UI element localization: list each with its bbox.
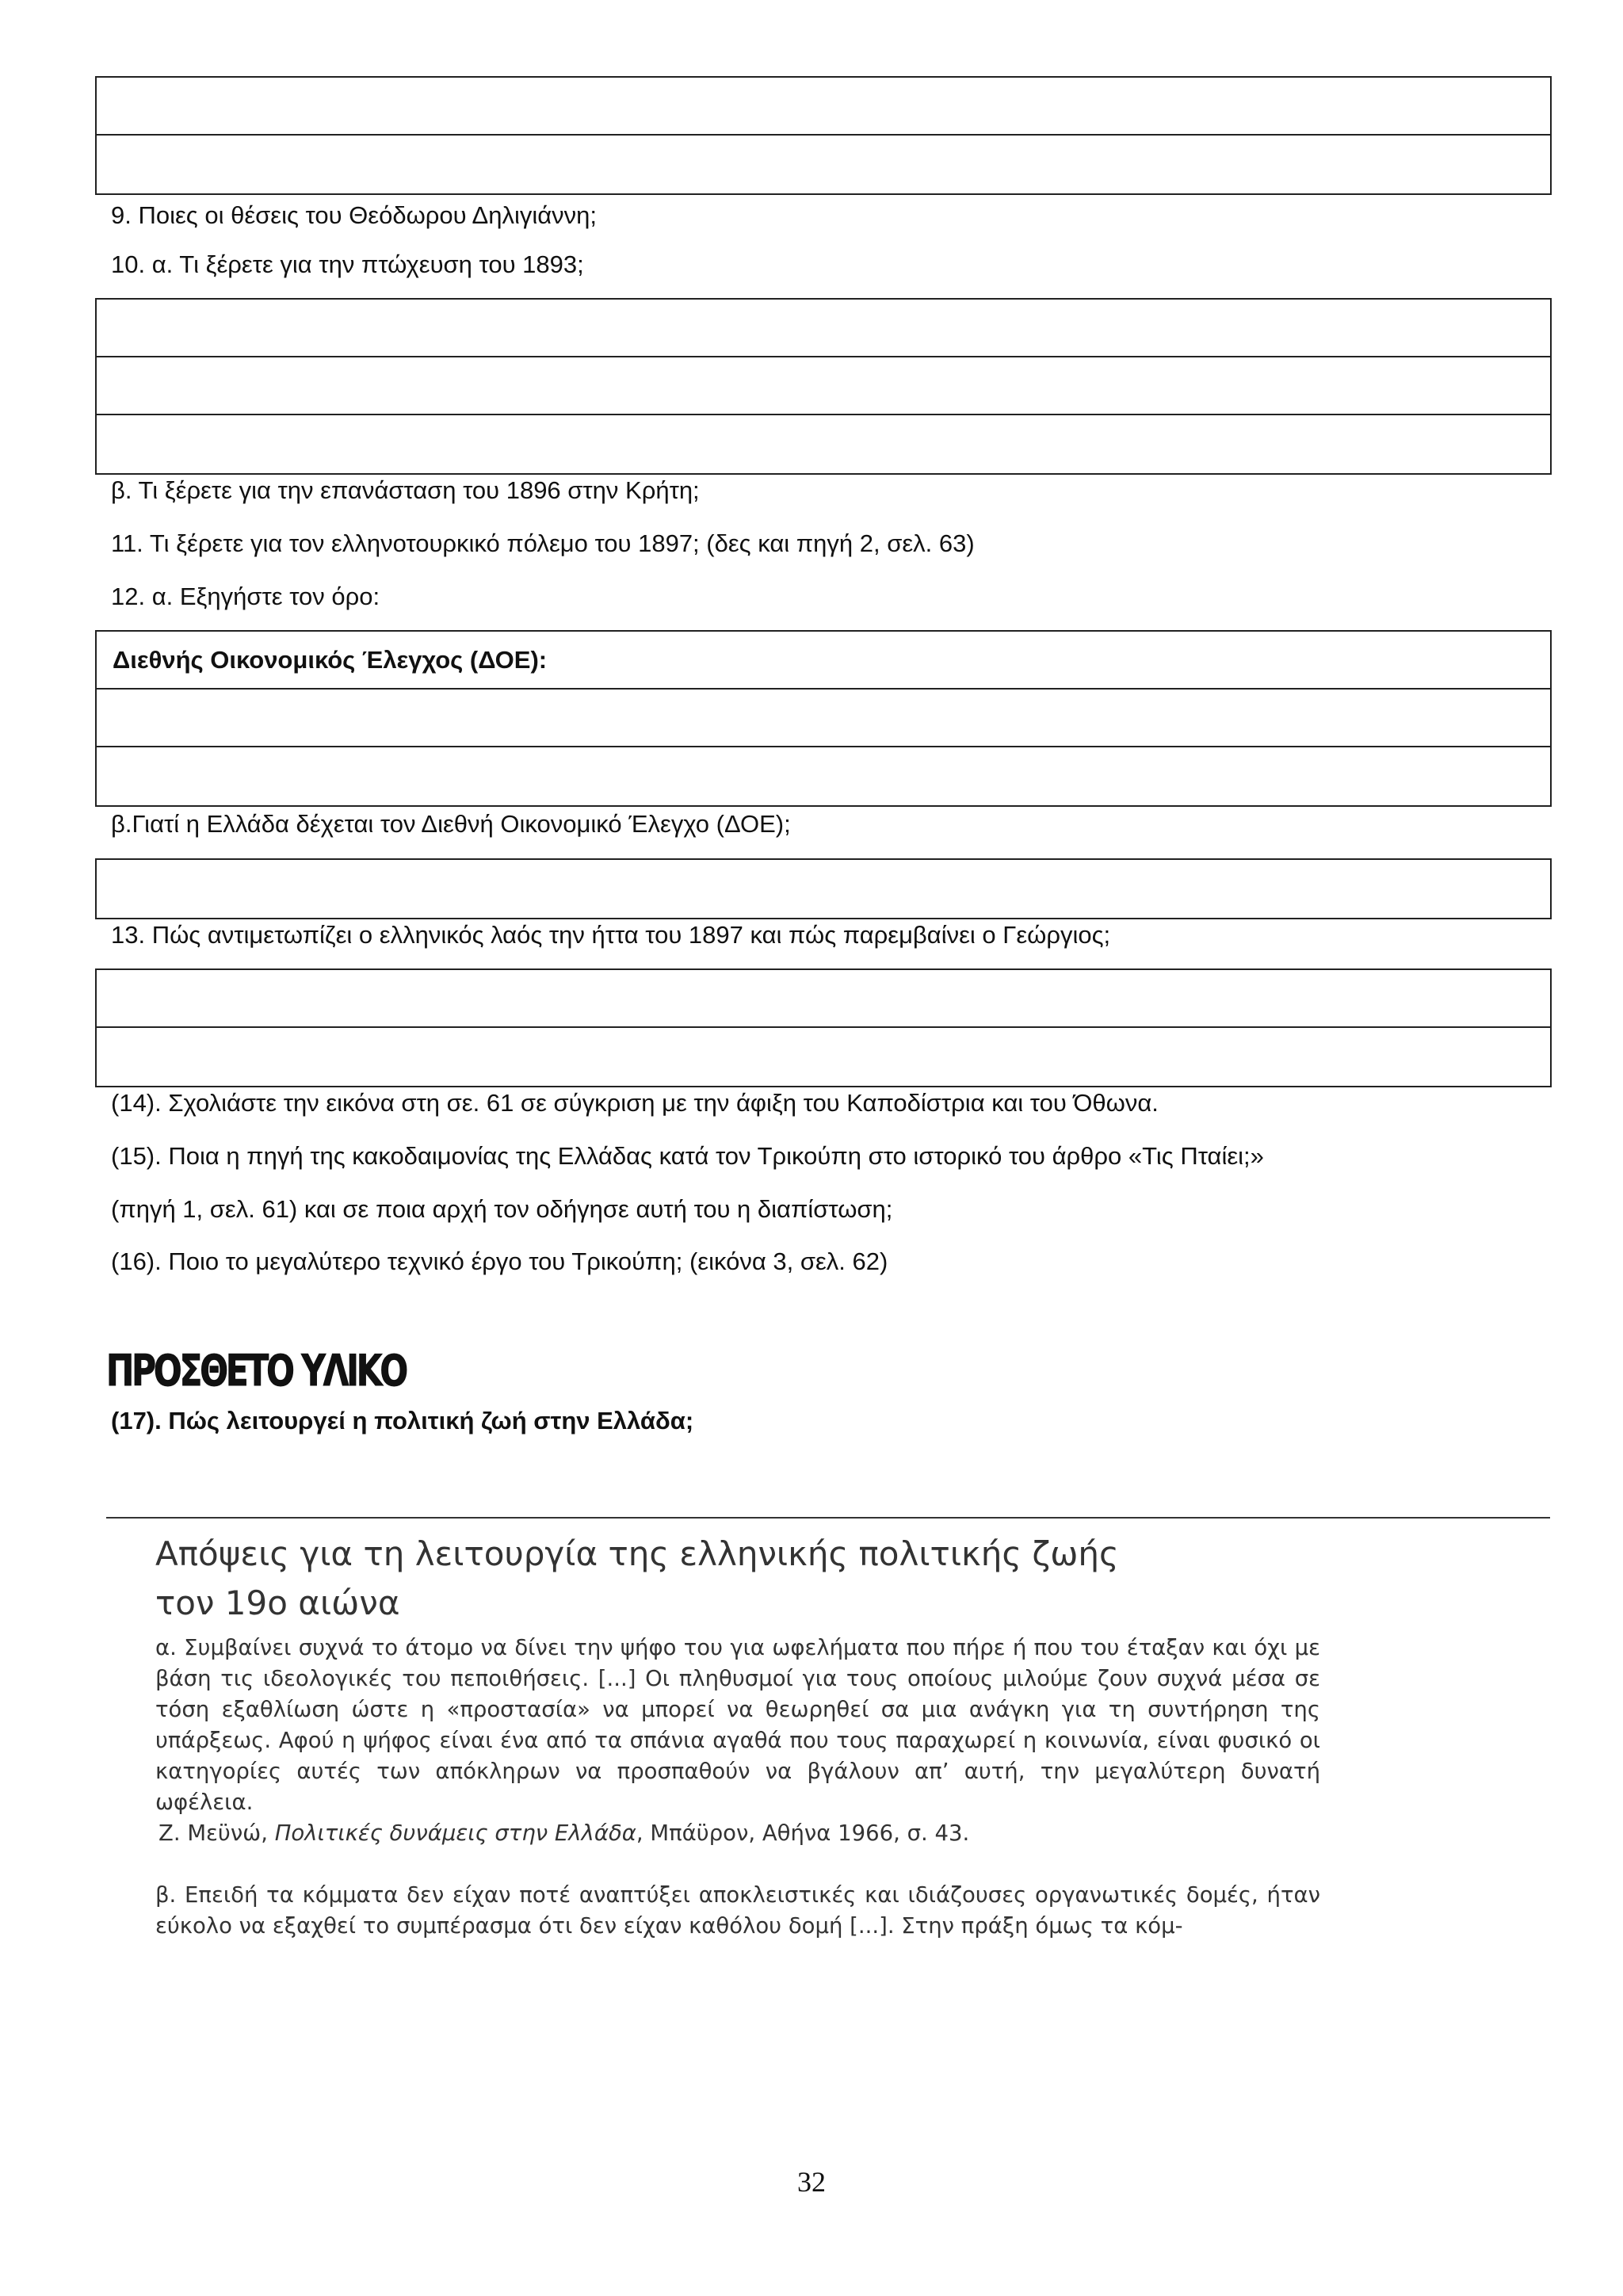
answer-line[interactable]: [97, 415, 1550, 473]
answer-line[interactable]: [97, 690, 1550, 747]
question-11: 11. Τι ξέρετε για τον ελληνοτουρκικό πόλεμο του 1897; (δες και πηγή 2, σελ. 63): [111, 529, 975, 557]
extra-material-heading: ΠΡΟΣΘΕΤΟ ΥΛΙΚΟ: [106, 1346, 407, 1396]
answer-box-group-q12a: [95, 630, 1552, 807]
source-book-title: Πολιτικές δυνάμεις στην Ελλάδα: [274, 1820, 636, 1846]
answer-line[interactable]: [97, 78, 1550, 136]
answer-line[interactable]: [97, 747, 1550, 805]
question-15-line2: (πηγή 1, σελ. 61) και σε ποια αρχή τον οδήγησε αυτή του η διαπίστωση;: [111, 1195, 893, 1223]
answer-line[interactable]: [97, 300, 1550, 357]
answer-box-group-q13: [95, 968, 1552, 1087]
question-9: 9. Ποιες οι θέσεις του Θεόδωρου Δηλιγιάννη;: [111, 201, 598, 229]
question-15-line1: (15). Ποια η πηγή της κακοδαιμονίας της Ελλάδας κατά τον Τρικούπη στο ιστορικό του άρθρο «Τις Πταίει;»: [111, 1142, 1264, 1170]
answer-line[interactable]: [97, 136, 1550, 193]
answer-box-group-q10a: [95, 298, 1552, 475]
excerpt-title-line2: τον 19ο αιώνα: [155, 1584, 400, 1622]
answer-line[interactable]: [97, 860, 1550, 918]
source-author: Ζ. Μεϋνώ,: [158, 1820, 275, 1846]
term-label: Διεθνής Οικονομικός Έλεγχος (ΔΟΕ):: [113, 646, 548, 674]
question-16: (16). Ποιο το μεγαλύτερο τεχνικό έργο του Τρικούπη; (εικόνα 3, σελ. 62): [111, 1247, 888, 1275]
answer-box-group-q12b: [95, 858, 1552, 919]
excerpt-paragraph-b: β. Επειδή τα κόμματα δεν είχαν ποτέ αναπτύξει αποκλειστικές και ιδιάζουσες οργανωτικές δομές, ήταν εύκολο να εξαχθεί το συμπέρασμα ότι δεν είχαν καθόλου δομή [...]. Στην πράξη όμως τα κόμ-: [155, 1882, 1320, 1939]
excerpt-paragraph-a: α. Συμβαίνει συχνά το άτομο να δίνει την ψήφο του για ωφελήματα που πήρε ή που του έταξαν και όχι με βάση τις ιδεολογικές του πεποιθήσεις. [...] Οι πληθυσμοί για τους οποίους μιλούμε ζουν συχνά μέσα σε τόση εξαθλίωση ώστε η «προστασία» να μπορεί να θεωρηθεί σα μια ανάγκη για τη συντήρηση της υπάρξεως. Αφού η ψήφος είναι ένα από τα σπάνια αγαθά που τους παραχωρεί η κοινωνία, είναι φυσικό οι κατηγορίες αυτές των απόκληρων να προσπαθούν να βγάλουν απ’ αυτή, την μεγαλύτερη δυνατή ωφέλεια.: [155, 1635, 1320, 1815]
answer-box-group-q8: [95, 76, 1552, 195]
question-14: (14). Σχολιάστε την εικόνα στη σε. 61 σε σύγκριση με την άφιξη του Καποδίστρια και του Όθωνα.: [111, 1089, 1159, 1117]
excerpt-source-citation: [158, 1818, 1320, 1849]
question-10b: β. Τι ξέρετε για την επανάσταση του 1896 στην Κρήτη;: [111, 476, 700, 504]
question-12a: 12. α. Εξηγήστε τον όρο:: [111, 583, 380, 610]
question-12b: β.Γιατί η Ελλάδα δέχεται τον Διεθνή Οικονομικό Έλεγχο (ΔΟΕ);: [111, 810, 791, 838]
page-number: 32: [797, 2166, 826, 2198]
answer-line[interactable]: [97, 970, 1550, 1028]
answer-line[interactable]: [97, 357, 1550, 415]
answer-line[interactable]: [97, 1028, 1550, 1086]
source-publication: , Μπάϋρον, Αθήνα 1966, σ. 43.: [636, 1820, 970, 1846]
question-17: (17). Πώς λειτουργεί η πολιτική ζωή στην Ελλάδα;: [111, 1407, 694, 1435]
section-divider: [106, 1517, 1550, 1519]
question-10a: 10. α. Τι ξέρετε για την πτώχευση του 1893;: [111, 250, 584, 278]
source-excerpt: [155, 1530, 1320, 1942]
question-13: 13. Πώς αντιμετωπίζει ο ελληνικός λαός την ήττα του 1897 και πώς παρεμβαίνει ο Γεώργιος;: [111, 921, 1111, 949]
term-label-row: [97, 632, 1550, 690]
excerpt-title-line1: Απόψεις για τη λειτουργία της ελληνικής πολιτικής ζωής: [155, 1534, 1119, 1573]
